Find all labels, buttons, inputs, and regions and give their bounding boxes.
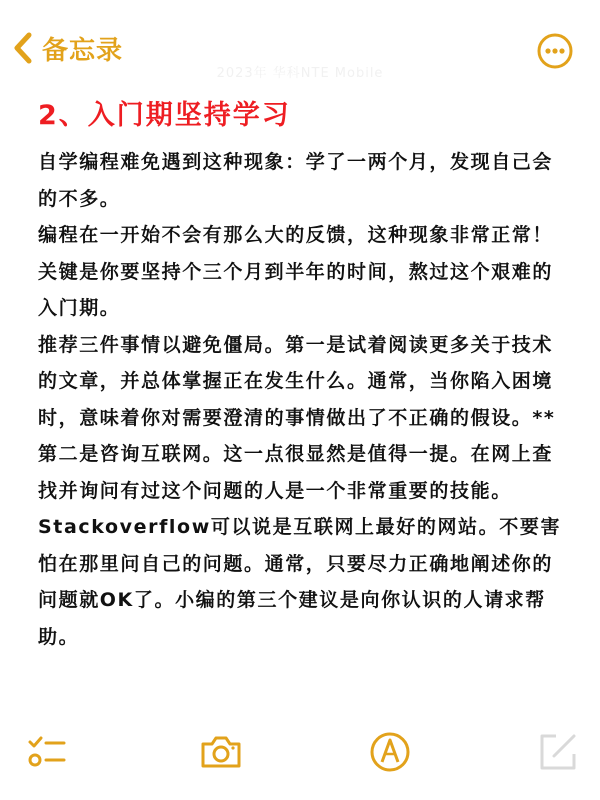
more-options-icon[interactable]	[536, 32, 574, 70]
bottom-toolbar	[0, 718, 600, 780]
compose-icon[interactable]	[534, 728, 582, 776]
note-paragraph: 自学编程难免遇到这种现象：学了一两个月，发现自己会的不多。	[38, 151, 554, 210]
note-body[interactable]	[38, 98, 568, 655]
checklist-icon[interactable]	[22, 728, 70, 776]
note-paragraph: 编程在一开始不会有那么大的反馈，这种现象非常正常！关键是你要坚持个三个月到半年的时间，熬过这个艰难的入门期。	[38, 224, 554, 319]
chevron-left-icon	[10, 31, 36, 65]
camera-icon[interactable]	[197, 728, 245, 776]
navigation-bar	[0, 0, 600, 98]
note-heading: 2、入门期坚持学习	[38, 100, 291, 131]
back-label: 备忘录	[42, 35, 124, 66]
faint-header-text: 2023年 华科NTE Mobile	[216, 66, 384, 81]
note-paragraph: 推荐三件事情以避免僵局。第一是试着阅读更多关于技术的文章，并总体掌握正在发生什么。通常，当你陷入困境时，意味着你对需要澄清的事情做出了不正确的假设。**第二是咨询互联网。这一点很显然是值得一提。在网上查找并询问有过这个问题的人是一个非常重要的技能。Stackoverflow可以说是互联网上最好的网站。不要害怕在那里问自己的问题。通常，只要尽力正确地阐述你的问题就OK了。小编的第三个建议是向你认识的人请求帮助。	[38, 333, 562, 648]
markup-pen-icon[interactable]	[366, 728, 414, 776]
